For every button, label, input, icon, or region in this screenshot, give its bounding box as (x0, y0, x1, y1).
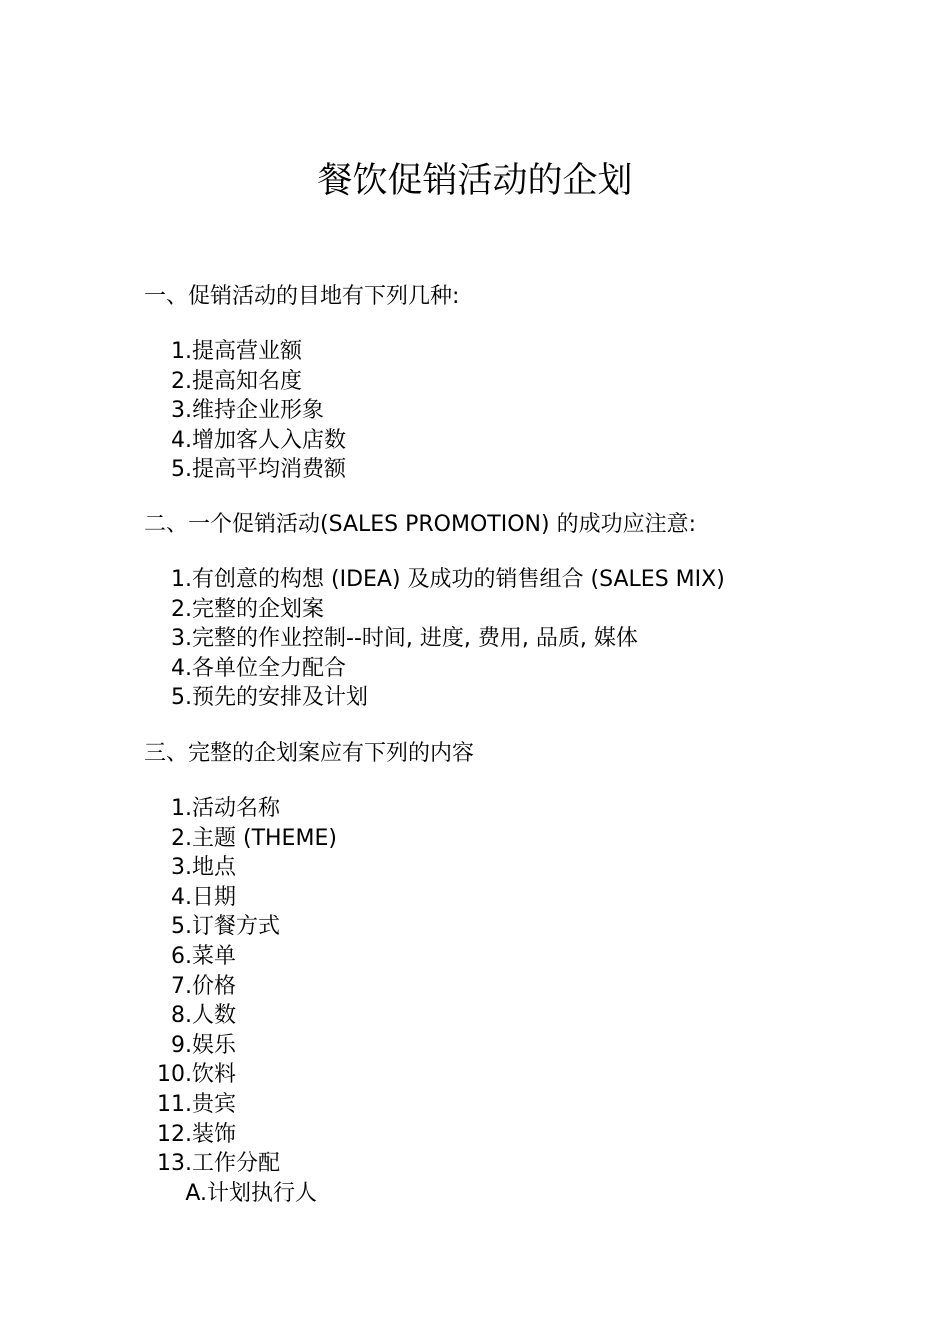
item-number: 12. (157, 1121, 192, 1147)
item-text: 娱乐 (192, 1032, 237, 1058)
item-number: 8. (171, 1003, 192, 1029)
item-text: 主题 (THEME) (192, 825, 337, 851)
list-item (144, 824, 924, 854)
item-number: 1. (171, 339, 192, 364)
item-number: 3. (171, 626, 192, 652)
section-heading: 三、完整的企划案应有下列的内容 (144, 741, 475, 766)
list-item (144, 624, 924, 654)
item-number: 2. (171, 825, 192, 851)
item-text: 贵宾 (192, 1091, 237, 1117)
list-item (144, 883, 924, 913)
item-text: 地点 (192, 855, 237, 881)
item-list (144, 565, 924, 713)
list-item (144, 1149, 924, 1179)
list-item (144, 1031, 924, 1061)
sub-list-item (144, 1179, 924, 1209)
item-number: 1. (171, 567, 192, 592)
list-item (144, 853, 924, 883)
section-heading: 一、促销活动的目地有下列几种: (144, 284, 460, 309)
item-text: 菜单 (192, 943, 237, 969)
item-text: 预先的安排及计划 (192, 685, 369, 711)
item-text: 装饰 (192, 1121, 237, 1147)
item-text: 饮料 (192, 1062, 237, 1088)
list-item (144, 1060, 924, 1090)
list-item (144, 942, 924, 972)
item-number: 3. (171, 855, 192, 881)
section-heading: 二、一个促销活动(SALES PROMOTION) 的成功应注意: (144, 512, 696, 537)
item-number: 6. (171, 943, 192, 969)
item-text: 活动名称 (192, 796, 281, 821)
list-item (144, 396, 924, 426)
item-text: 提高知名度 (192, 368, 303, 394)
item-number: 2. (171, 596, 192, 622)
item-text: 订餐方式 (192, 914, 281, 940)
item-text: 维持企业形象 (192, 398, 325, 424)
list-item (144, 565, 924, 595)
section-plan-contents (144, 739, 924, 1208)
item-number: 7. (171, 973, 192, 999)
item-text: 价格 (192, 973, 237, 999)
item-text: 完整的作业控制--时间, 进度, 费用, 品质, 媒体 (192, 626, 638, 652)
item-text: 提高营业额 (192, 339, 303, 364)
item-number: A. (185, 1180, 207, 1206)
item-number: 5. (171, 457, 192, 483)
item-number: 3. (171, 398, 192, 424)
item-number: 11. (157, 1091, 192, 1117)
item-number: 5. (171, 914, 192, 940)
item-text: 计划执行人 (207, 1180, 318, 1206)
item-list (144, 337, 924, 485)
list-item (144, 683, 924, 713)
item-number: 13. (157, 1151, 192, 1177)
list-item (144, 654, 924, 684)
list-item (144, 1120, 924, 1150)
item-number: 10. (157, 1062, 192, 1088)
item-text: 增加客人入店数 (192, 427, 347, 453)
list-item (144, 455, 924, 485)
item-number: 4. (171, 427, 192, 453)
list-item (144, 912, 924, 942)
list-item (144, 337, 924, 367)
item-text: 有创意的构想 (IDEA) 及成功的销售组合 (SALES MIX) (192, 567, 725, 592)
list-item (144, 367, 924, 397)
item-text: 完整的企划案 (192, 596, 325, 622)
list-item (144, 794, 924, 824)
item-text: 日期 (192, 884, 237, 910)
section-success-factors (144, 510, 924, 713)
list-item (144, 595, 924, 625)
item-text: 各单位全力配合 (192, 655, 347, 681)
section-purposes (144, 282, 924, 485)
item-number: 1. (171, 796, 192, 821)
item-number: 5. (171, 685, 192, 711)
list-item (144, 1090, 924, 1120)
document-title: 餐饮促销活动的企划 (317, 161, 633, 201)
item-number: 4. (171, 884, 192, 910)
item-number: 4. (171, 655, 192, 681)
item-text: 工作分配 (192, 1151, 281, 1177)
item-number: 2. (171, 368, 192, 394)
item-text: 人数 (192, 1003, 237, 1029)
item-number: 9. (171, 1032, 192, 1058)
list-item (144, 426, 924, 456)
item-text: 提高平均消费额 (192, 457, 347, 483)
list-item (144, 1001, 924, 1031)
item-list (144, 794, 924, 1208)
list-item (144, 972, 924, 1002)
